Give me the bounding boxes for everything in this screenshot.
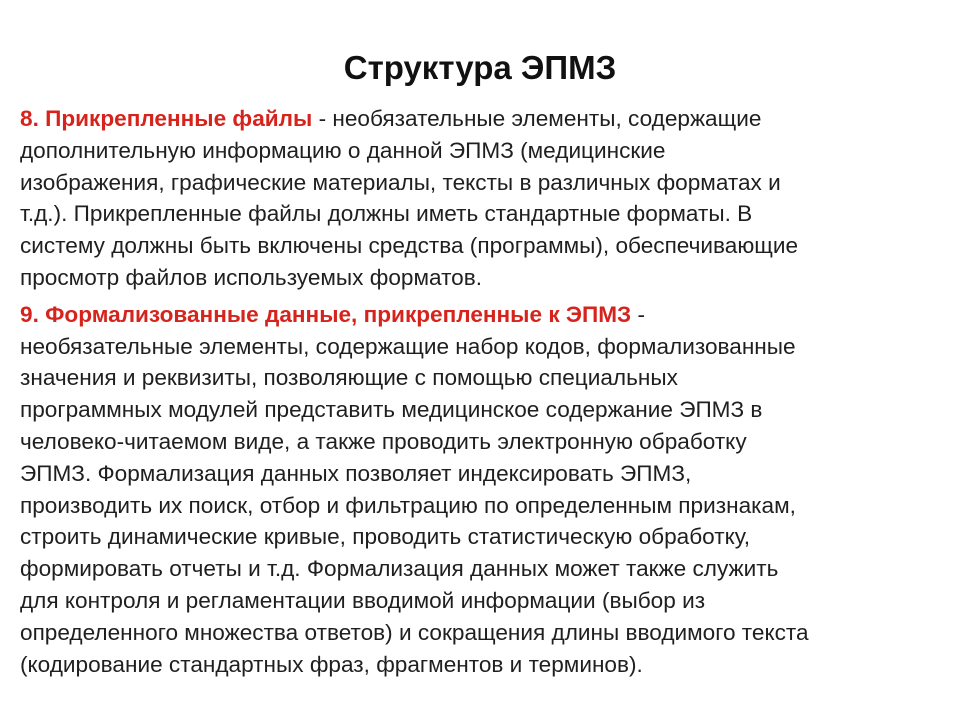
- slide-content: [20, 103, 950, 680]
- paragraph-heading: 9. Формализованные данные, прикрепленные к ЭПМЗ: [20, 301, 632, 327]
- paragraph-line: необязательные элементы, содержащие набор кодов, формализованные: [20, 333, 796, 359]
- paragraph-line: значения и реквизиты, позволяющие с помощью специальных: [20, 365, 678, 391]
- paragraph-line: формировать отчеты и т.д. Формализация данных может также служить: [20, 556, 779, 582]
- paragraph-line: ЭПМЗ. Формализация данных позволяет индексировать ЭПМЗ,: [20, 460, 692, 486]
- paragraph-first-line-text: - необязательные элементы, содержащие: [312, 106, 762, 131]
- paragraph-attached-files: [20, 103, 950, 294]
- paragraph-first-line: [20, 299, 950, 331]
- paragraph-first-line-text: -: [631, 301, 646, 327]
- paragraph-line: систему должны быть включены средства (программы), обеспечивающие: [20, 233, 799, 259]
- paragraph-first-line: [20, 103, 950, 135]
- paragraph-line: дополнительную информацию о данной ЭПМЗ (медицинские: [20, 137, 666, 163]
- paragraph-line: для контроля и регламентации вводимой информации (выбор из: [20, 587, 706, 613]
- paragraph-line: человеко-читаемом виде, а также проводить электронную обработку: [20, 428, 747, 454]
- paragraph-heading: 8. Прикрепленные файлы: [20, 106, 313, 131]
- paragraph-line: строить динамические кривые, проводить статистическую обработку,: [20, 524, 751, 550]
- paragraph-line: т.д.). Прикрепленные файлы должны иметь стандартные форматы. В: [20, 201, 753, 227]
- paragraph-line: просмотр файлов используемых форматов.: [20, 264, 483, 290]
- slide-title: Структура ЭПМЗ: [343, 49, 617, 86]
- paragraph-line: программных модулей представить медицинское содержание ЭПМЗ в: [20, 397, 763, 423]
- paragraph-line: определенного множества ответов) и сокращения длины вводимого текста: [20, 619, 809, 645]
- paragraph-line: производить их поиск, отбор и фильтрацию по определенным признакам,: [20, 492, 796, 518]
- paragraph-formalized-data: [20, 299, 950, 681]
- paragraph-line: изображения, графические материалы, тексты в различных форматах и: [20, 169, 781, 195]
- paragraph-line: (кодирование стандартных фраз, фрагментов и терминов).: [20, 651, 643, 677]
